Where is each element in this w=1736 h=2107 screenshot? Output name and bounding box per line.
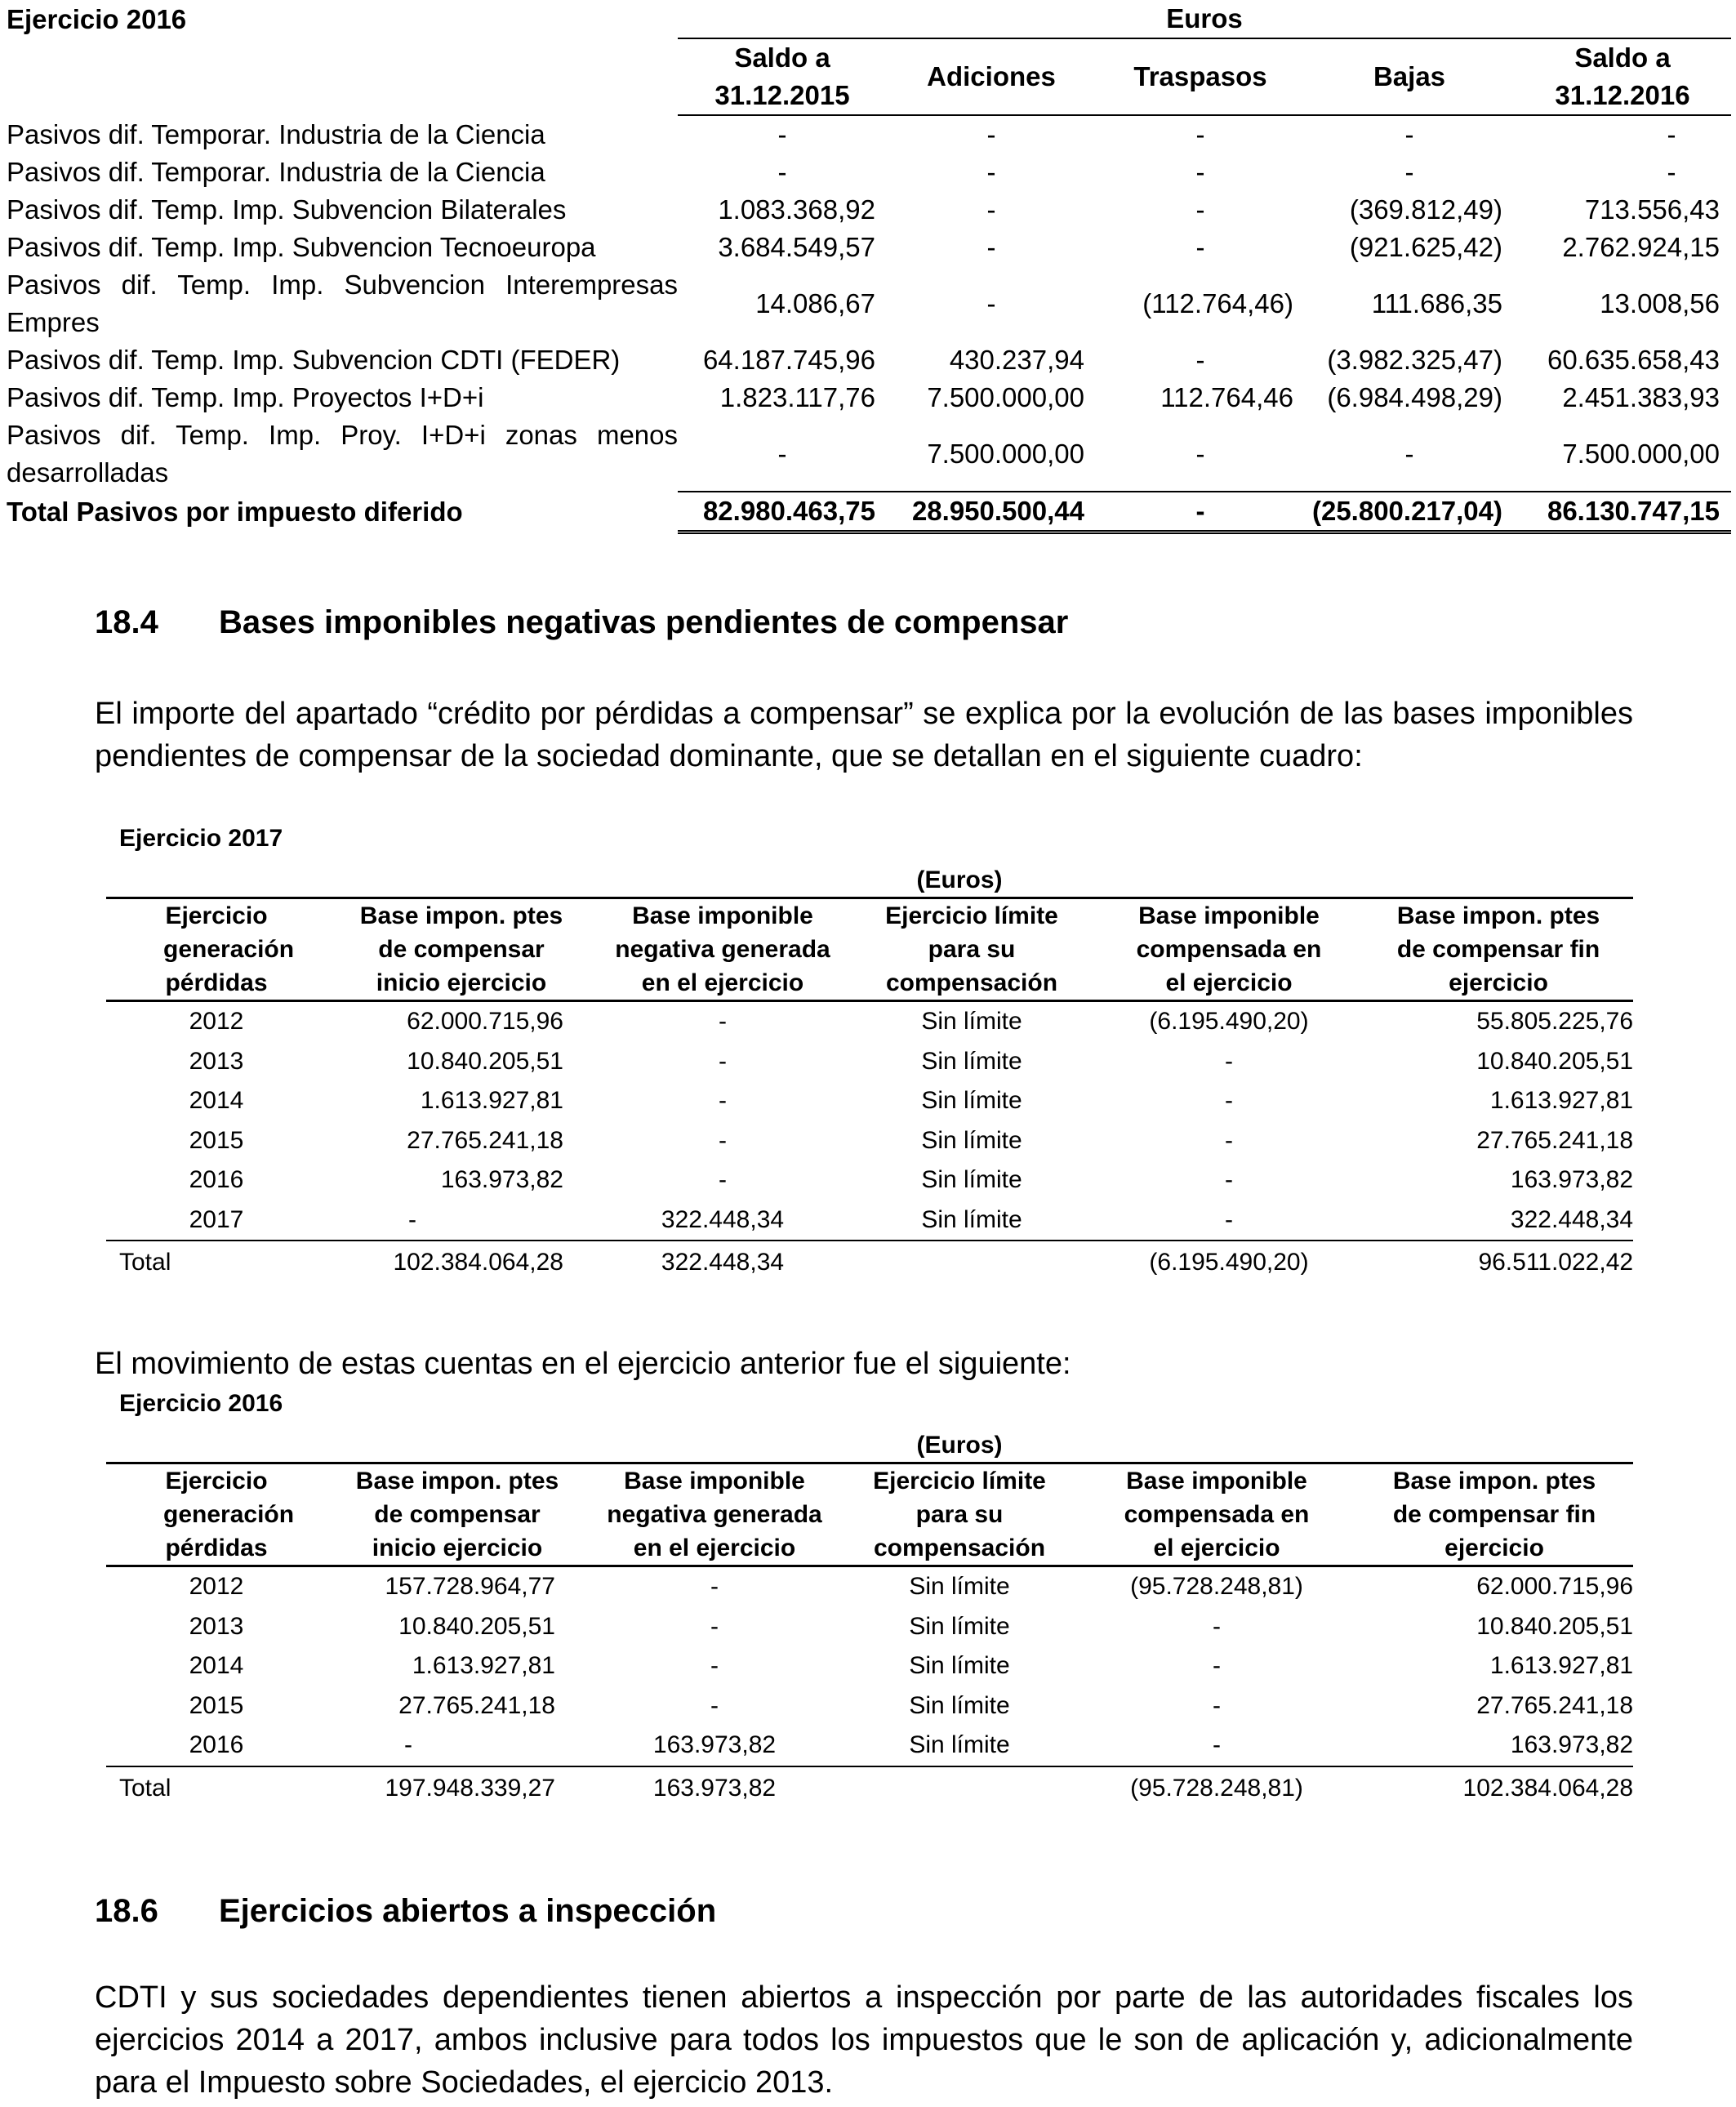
cell-start: - xyxy=(327,1200,596,1241)
cell-generated: - xyxy=(719,1166,727,1193)
row-label: Pasivos dif. Temp. Imp. Subvencion Interempresas Empres xyxy=(7,270,678,337)
cell-adiciones: 430.237,94 xyxy=(949,345,1084,375)
col-header-saldo-2016: Saldo a 31.12.2016 xyxy=(1514,38,1731,115)
cell-generated: - xyxy=(719,1047,727,1075)
cell-generated: - xyxy=(719,1087,727,1114)
cell-saldo-2016: 7.500.000,00 xyxy=(1514,416,1731,492)
col-header-limit: Ejercicio límite para su compensación xyxy=(841,1463,1078,1566)
cell-traspasos: - xyxy=(1195,345,1205,375)
cell-saldo-2016: 2.762.924,15 xyxy=(1562,232,1720,262)
total-generated: 322.448,34 xyxy=(661,1249,785,1276)
cell-saldo-2016: - xyxy=(1667,119,1676,149)
table-row xyxy=(7,416,1731,492)
cell-traspasos: - xyxy=(1195,119,1205,149)
cell-end: 27.765.241,18 xyxy=(1476,1691,1634,1719)
total-label: Total Pasivos por impuesto diferido xyxy=(7,496,463,527)
cell-saldo-2015: 3.684.549,57 xyxy=(718,232,875,262)
cell-year: 2013 xyxy=(189,1612,244,1640)
cell-bajas: - xyxy=(1404,157,1414,187)
table-row xyxy=(7,229,1731,266)
table-row xyxy=(106,1200,1633,1241)
cell-year: 2017 xyxy=(106,1200,327,1241)
cell-end: 322.448,34 xyxy=(1364,1200,1633,1241)
cell-compensated: - xyxy=(1225,1126,1233,1154)
section-title: Bases imponibles negativas pendientes de compensar xyxy=(219,604,1069,640)
cell-adiciones: 7.500.000,00 xyxy=(927,382,1084,412)
cell-start: 157.728.964,77 xyxy=(385,1573,555,1600)
table-2017-title: Ejercicio 2017 xyxy=(119,825,283,852)
table-row xyxy=(106,1607,1633,1647)
cell-saldo-2015: - xyxy=(777,157,787,187)
cell-end: 55.805.225,76 xyxy=(1476,1008,1634,1035)
cell-saldo-2016: 60.635.658,43 xyxy=(1547,345,1720,375)
total-limit xyxy=(841,1766,1078,1810)
cell-limit: Sin límite xyxy=(921,1087,1022,1114)
cell-adiciones: 7.500.000,00 xyxy=(887,416,1096,492)
cell-compensated: - xyxy=(1225,1166,1233,1193)
cell-compensated: - xyxy=(1078,1726,1355,1766)
cell-adiciones: - xyxy=(986,288,996,318)
cell-end: 163.973,82 xyxy=(1355,1726,1633,1766)
cell-year: 2012 xyxy=(189,1008,244,1035)
table-row xyxy=(106,1566,1633,1607)
cell-start: 1.613.927,81 xyxy=(420,1087,563,1114)
col-header-year: Ejercicio generación pérdidas xyxy=(106,1463,327,1566)
cell-limit: Sin límite xyxy=(841,1726,1078,1766)
cell-limit: Sin límite xyxy=(921,1166,1022,1193)
cell-start: 10.840.205,51 xyxy=(398,1612,555,1640)
table-title-row xyxy=(7,0,1731,38)
cell-generated: - xyxy=(710,1573,719,1600)
deferred-tax-liabilities-table xyxy=(7,0,1731,534)
total-compensated: (95.728.248,81) xyxy=(1130,1774,1303,1802)
cell-compensated: - xyxy=(1213,1652,1221,1679)
cell-generated: 322.448,34 xyxy=(596,1200,849,1241)
total-traspasos: - xyxy=(1096,492,1305,532)
currency-row xyxy=(106,864,1633,898)
cell-adiciones: - xyxy=(986,119,996,149)
row-label: Pasivos dif. Temp. Imp. Subvencion Tecnoeuropa xyxy=(7,232,596,262)
cell-saldo-2016: 713.556,43 xyxy=(1584,194,1720,225)
row-label: Pasivos dif. Temporar. Industria de la Ciencia xyxy=(7,118,545,149)
section-paragraph: El importe del apartado “crédito por pérdidas a compensar” se explica por la evolución de las bases imponibles pendientes de compensar de la sociedad dominante, que se detallan en el siguiente cuadro: xyxy=(95,697,1633,773)
cell-saldo-2016: - xyxy=(1667,157,1676,187)
cell-bajas: (921.625,42) xyxy=(1349,232,1502,262)
table-row xyxy=(7,266,1731,341)
row-label: Pasivos dif. Temp. Imp. Subvencion Bilaterales xyxy=(7,194,567,225)
cell-end: 163.973,82 xyxy=(1510,1166,1634,1193)
total-start: 102.384.064,28 xyxy=(393,1249,563,1276)
section-heading-18-4 xyxy=(95,604,1068,641)
currency-label: (Euros) xyxy=(106,864,1633,898)
currency-label: (Euros) xyxy=(106,1429,1633,1463)
cell-saldo-2016: 13.008,56 xyxy=(1600,288,1720,318)
cell-compensated: (95.728.248,81) xyxy=(1130,1573,1303,1600)
total-generated: 163.973,82 xyxy=(652,1774,777,1802)
cell-compensated: - xyxy=(1225,1087,1233,1114)
col-header-compensated: Base imponible compensada en el ejercicio xyxy=(1094,898,1364,1001)
cell-bajas: 111.686,35 xyxy=(1371,288,1502,318)
total-row xyxy=(7,492,1731,532)
currency-row xyxy=(106,1429,1633,1463)
cell-saldo-2015: 1.823.117,76 xyxy=(719,382,875,412)
cell-limit: Sin límite xyxy=(921,1008,1022,1035)
column-headers xyxy=(106,1463,1633,1566)
cell-year: 2012 xyxy=(189,1573,244,1600)
table-row xyxy=(106,1160,1633,1200)
row-label: Pasivos dif. Temp. Imp. Proy. I+D+i zonas menos desarrolladas xyxy=(7,420,678,488)
col-header-bajas: Bajas xyxy=(1305,38,1514,115)
row-label: Pasivos dif. Temporar. Industria de la Ciencia xyxy=(7,157,545,187)
cell-start: 27.765.241,18 xyxy=(398,1691,555,1719)
row-label: Pasivos dif. Temp. Imp. Subvencion CDTI (FEDER) xyxy=(7,345,621,375)
total-compensated: (6.195.490,20) xyxy=(1149,1249,1309,1276)
section-number: 18.4 xyxy=(95,604,158,640)
cell-compensated: - xyxy=(1213,1612,1221,1640)
cell-adiciones: - xyxy=(986,232,996,262)
cell-saldo-2015: - xyxy=(678,416,887,492)
cell-adiciones: - xyxy=(986,157,996,187)
col-header-start: Base impon. ptes de compensar inicio ejercicio xyxy=(327,898,596,1001)
cell-start: - xyxy=(327,1726,588,1766)
total-saldo-2015: 82.980.463,75 xyxy=(678,492,887,532)
cell-limit: Sin límite xyxy=(909,1652,1010,1679)
column-headers xyxy=(7,38,1731,115)
total-bajas: (25.800.217,04) xyxy=(1305,492,1514,532)
cell-limit: Sin límite xyxy=(921,1047,1022,1075)
col-header-compensated: Base imponible compensada en el ejercicio xyxy=(1078,1463,1355,1566)
table-row xyxy=(106,1121,1633,1161)
tax-loss-table-2016 xyxy=(106,1429,1633,1810)
table-row xyxy=(7,379,1731,416)
cell-year: 2015 xyxy=(189,1126,244,1154)
cell-saldo-2015: 64.187.745,96 xyxy=(702,345,875,375)
total-end: 96.511.022,42 xyxy=(1478,1249,1634,1276)
cell-traspasos: (112.764,46) xyxy=(1142,288,1293,318)
cell-saldo-2015: 1.083.368,92 xyxy=(718,194,875,225)
table-2016-title: Ejercicio 2016 xyxy=(119,1390,283,1417)
cell-limit: Sin límite xyxy=(849,1200,1094,1241)
col-header-saldo-2015: Saldo a 31.12.2015 xyxy=(678,38,887,115)
currency-label: Euros xyxy=(678,0,1731,38)
col-header-traspasos: Traspasos xyxy=(1096,38,1305,115)
total-label: Total xyxy=(119,1774,171,1802)
table-row xyxy=(7,154,1731,191)
cell-generated: - xyxy=(719,1126,727,1154)
cell-bajas: - xyxy=(1305,416,1514,492)
movement-text: El movimiento de estas cuentas en el ejercicio anterior fue el siguiente: xyxy=(95,1347,1071,1381)
cell-year: 2014 xyxy=(189,1652,244,1679)
col-header-generated: Base imponible negativa generada en el ejercicio xyxy=(596,898,849,1001)
cell-bajas: - xyxy=(1404,119,1414,149)
cell-traspasos: - xyxy=(1195,194,1205,225)
cell-generated: - xyxy=(710,1691,719,1719)
cell-limit: Sin límite xyxy=(909,1612,1010,1640)
cell-generated: - xyxy=(719,1008,727,1035)
table-row xyxy=(106,1042,1633,1082)
col-header-adiciones: Adiciones xyxy=(887,38,1096,115)
cell-generated: - xyxy=(710,1652,719,1679)
tax-loss-table-2017 xyxy=(106,864,1633,1284)
total-start: 197.948.339,27 xyxy=(385,1774,555,1802)
section-number: 18.6 xyxy=(95,1893,158,1929)
cell-year: 2016 xyxy=(189,1166,244,1193)
col-header-year: Ejercicio generación pérdidas xyxy=(106,898,327,1001)
cell-compensated: - xyxy=(1094,1200,1364,1241)
col-header-generated: Base imponible negativa generada en el ejercicio xyxy=(588,1463,841,1566)
col-header-end: Base impon. ptes de compensar fin ejercicio xyxy=(1355,1463,1633,1566)
cell-compensated: (6.195.490,20) xyxy=(1149,1008,1309,1035)
cell-start: 1.613.927,81 xyxy=(412,1652,555,1679)
col-header-start: Base impon. ptes de compensar inicio ejercicio xyxy=(327,1463,588,1566)
section-heading-18-6 xyxy=(95,1893,716,1930)
table-row xyxy=(106,1726,1633,1766)
cell-traspasos: - xyxy=(1195,157,1205,187)
cell-saldo-2016: 2.451.383,93 xyxy=(1562,382,1720,412)
cell-bajas: (369.812,49) xyxy=(1349,194,1502,225)
cell-end: 1.613.927,81 xyxy=(1489,1652,1634,1679)
cell-year: 2016 xyxy=(106,1726,327,1766)
cell-limit: Sin límite xyxy=(909,1573,1010,1600)
cell-traspasos: - xyxy=(1195,232,1205,262)
col-header-end: Base impon. ptes de compensar fin ejercicio xyxy=(1364,898,1633,1001)
total-end: 102.384.064,28 xyxy=(1462,1774,1634,1802)
total-label: Total xyxy=(119,1249,171,1276)
cell-limit: Sin límite xyxy=(921,1126,1022,1154)
row-label: Pasivos dif. Temp. Imp. Proyectos I+D+i xyxy=(7,382,484,412)
total-saldo-2016: 86.130.747,15 xyxy=(1514,492,1731,532)
section-title: Ejercicios abiertos a inspección xyxy=(219,1893,717,1929)
cell-generated: 163.973,82 xyxy=(588,1726,841,1766)
cell-saldo-2015: 14.086,67 xyxy=(755,288,875,318)
cell-year: 2014 xyxy=(189,1087,244,1114)
col-header-limit: Ejercicio límite para su compensación xyxy=(849,898,1094,1001)
cell-end: 10.840.205,51 xyxy=(1476,1047,1634,1075)
table-row xyxy=(106,1081,1633,1121)
cell-start: 163.973,82 xyxy=(440,1166,563,1193)
column-headers xyxy=(106,898,1633,1001)
cell-bajas: (3.982.325,47) xyxy=(1327,345,1502,375)
cell-end: 27.765.241,18 xyxy=(1476,1126,1634,1154)
total-row xyxy=(106,1241,1633,1284)
cell-bajas: (6.984.498,29) xyxy=(1327,382,1502,412)
cell-limit: Sin límite xyxy=(909,1691,1010,1719)
table-row xyxy=(7,191,1731,229)
cell-saldo-2015: - xyxy=(777,119,787,149)
cell-compensated: - xyxy=(1225,1047,1233,1075)
cell-start: 62.000.715,96 xyxy=(407,1008,563,1035)
total-row xyxy=(106,1766,1633,1810)
cell-end: 62.000.715,96 xyxy=(1476,1573,1634,1600)
cell-start: 27.765.241,18 xyxy=(407,1126,563,1154)
cell-start: 10.840.205,51 xyxy=(407,1047,563,1075)
table-row xyxy=(106,1001,1633,1042)
total-limit xyxy=(849,1241,1094,1284)
table-row xyxy=(7,115,1731,154)
cell-traspasos: 112.764,46 xyxy=(1160,382,1293,412)
table-row xyxy=(7,341,1731,379)
total-adiciones: 28.950.500,44 xyxy=(887,492,1096,532)
cell-compensated: - xyxy=(1213,1691,1221,1719)
cell-year: 2015 xyxy=(189,1691,244,1719)
cell-traspasos: - xyxy=(1096,416,1305,492)
table-row xyxy=(106,1646,1633,1686)
table-title: Ejercicio 2016 xyxy=(7,3,187,34)
section-paragraph: CDTI y sus sociedades dependientes tienen abiertos a inspección por parte de las autoridades fiscales los ejercicios 2014 a 2017, ambos inclusive para todos los impuestos que le son de aplicación y, adicionalmente para el Impuesto sobre Sociedades, el ejercicio 2013. xyxy=(95,1980,1633,2100)
cell-end: 10.840.205,51 xyxy=(1476,1612,1634,1640)
cell-adiciones: - xyxy=(986,194,996,225)
cell-end: 1.613.927,81 xyxy=(1489,1087,1634,1114)
cell-generated: - xyxy=(710,1612,719,1640)
cell-year: 2013 xyxy=(189,1047,244,1075)
table-row xyxy=(106,1686,1633,1726)
